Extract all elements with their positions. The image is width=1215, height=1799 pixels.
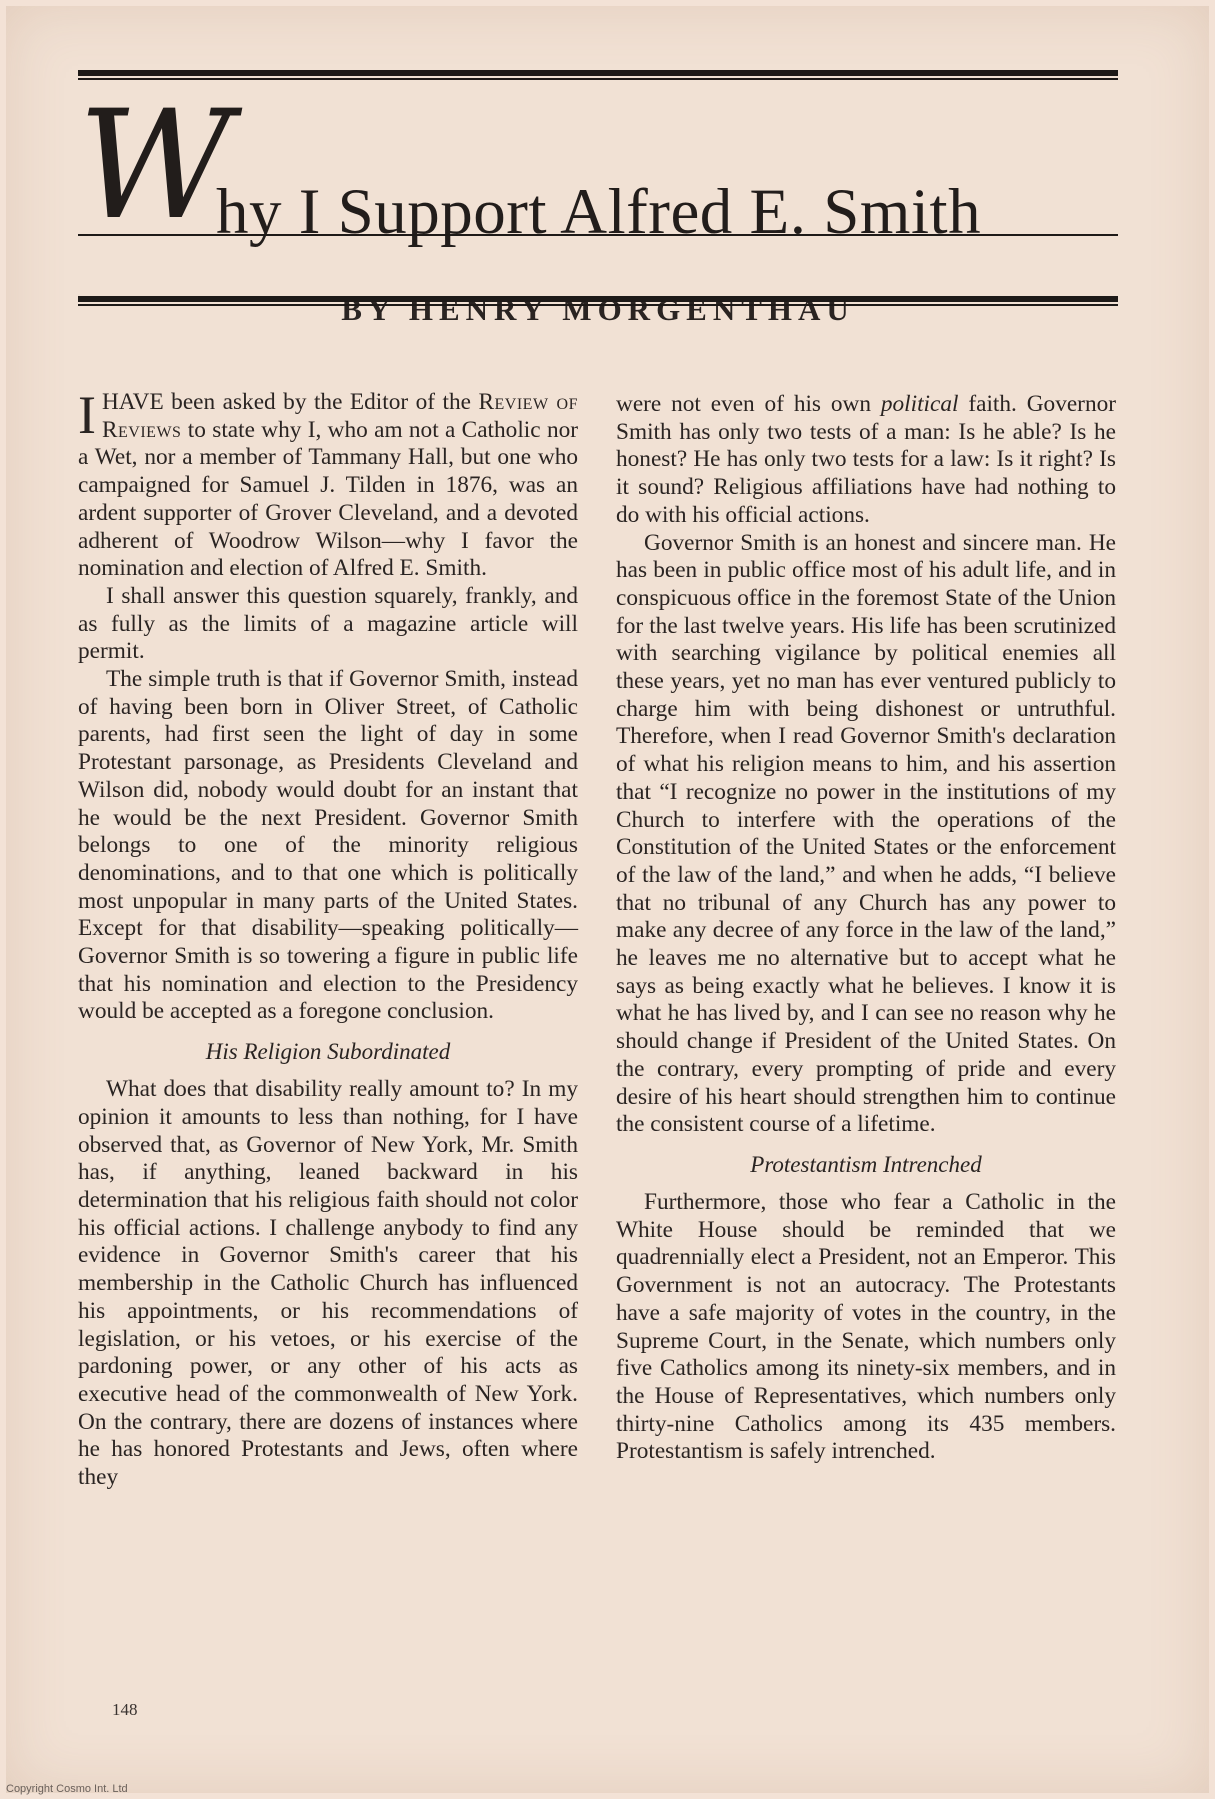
page-number: 148 bbox=[112, 1700, 138, 1719]
paragraph: Governor Smith is an honest and sincere man. He has been in public office most of his adult life, and in conspicuous office in the foremost State of the Union for the last twelve years. His life has been scrutinized with searching vigilance by political enemies all these years, yet no man has ever ventured publicly to charge him with being dishonest or untruthful. Therefore, when I read Governor Smith's declaration of what his religion means to him, and his assertion that “I recognize no power in the institutions of my Church to interfere with the operations of the Constitution of the United States or the enforcement of the law of the land,” and when he adds, “I believe that no tribunal of any Church has any power to make any decree of any force in the law of the land,” he leaves me no alternative but to accept what he says as being exactly what he believes. I know it is what he has lived by, and I can see no reason why he should change if President of the United States. On the contrary, every prompting of pride and every desire of his heart should strengthen him to continue the consistent course of a lifetime. bbox=[616, 529, 1116, 1138]
drop-cap: I bbox=[78, 385, 96, 445]
paragraph: I shall answer this question squarely, frankly, and as fully as the limits of a magazine article will permit. bbox=[78, 582, 578, 665]
title-rule bbox=[78, 234, 1118, 236]
paragraph-continued: were not even of his own political faith. Governor Smith has only two tests of a man: Is he able? Is he honest? He has only two tests for a law: Is it right? Is it sound? Religious affiliations have had nothing to do with his official actions. bbox=[616, 391, 1116, 528]
magazine-name: Review of Reviews bbox=[101, 389, 578, 443]
subheading-religion: His Religion Subordinated bbox=[205, 1039, 451, 1065]
byline: BY HENRY MORGENTHAU bbox=[341, 292, 855, 327]
title-initial: W bbox=[78, 79, 233, 253]
title-text: hy I Support Alfred E. Smith bbox=[216, 176, 982, 248]
magazine-page bbox=[6, 6, 1209, 1793]
top-double-rule bbox=[78, 70, 1118, 80]
paragraph-intro: IHAVE been asked by the Editor of the Review of Reviews to state why I, who am not a Catholic nor a Wet, nor a member of Tammany Hall, but one who campaigned for Samuel J. Tilden in 1876, was an ardent supporter of Grover Cleveland, and a devoted adherent of Woodrow Wilson—why I favor the nomination and election of Alfred E. Smith. bbox=[78, 385, 578, 582]
article-title bbox=[78, 79, 1118, 253]
right-column bbox=[616, 391, 1116, 1466]
paragraph: The simple truth is that if Governor Smith, instead of having been born in Oliver Street, of Catholic parents, had first seen the light of day in some Protestant parsonage, as Presidents Cleveland and Wilson did, nobody would doubt for an instant that he would be the next President. Governor Smith belongs to one of the minority religious denominations, and to that one which is politically most unpopular in many parts of the United States. Except for that disability—speaking politically—Governor Smith is so towering a figure in public life that his nomination and election to the Presidency would be accepted as a foregone conclusion. bbox=[78, 666, 578, 1025]
byline-double-rule bbox=[78, 296, 1118, 306]
paragraph: Furthermore, those who fear a Catholic in the White House should be reminded that we quadrennially elect a President, not an Emperor. This Government is not an autocracy. The Protestants have a safe majority of votes in the country, in the Supreme Court, in the Senate, which numbers only five Catholics among its ninety-six members, and in the House of Representatives, which numbers only thirty-nine Catholics among its 435 members. Protestantism is safely intrenched. bbox=[616, 1188, 1116, 1465]
paragraph: What does that disability really amount to? In my opinion it amounts to less than nothing, for I have observed that, as Governor of New York, Mr. Smith has, if anything, leaned backward in his determination that his religious faith should not color his official actions. I challenge anybody to find any evidence in Governor Smith's career that his membership in the Catholic Church has influenced his appointments, or his recommendations of legislation, or his vetoes, or his exercise of the pardoning power, or any other of his acts as executive head of the commonwealth of New York. On the contrary, there are dozens of instances where he has honored Protestants and Jews, often where they bbox=[78, 1076, 578, 1491]
copyright-notice: Copyright Cosmo Int. Ltd bbox=[6, 1783, 128, 1795]
subheading-protestantism: Protestantism Intrenched bbox=[750, 1151, 982, 1177]
left-column bbox=[78, 385, 578, 1492]
